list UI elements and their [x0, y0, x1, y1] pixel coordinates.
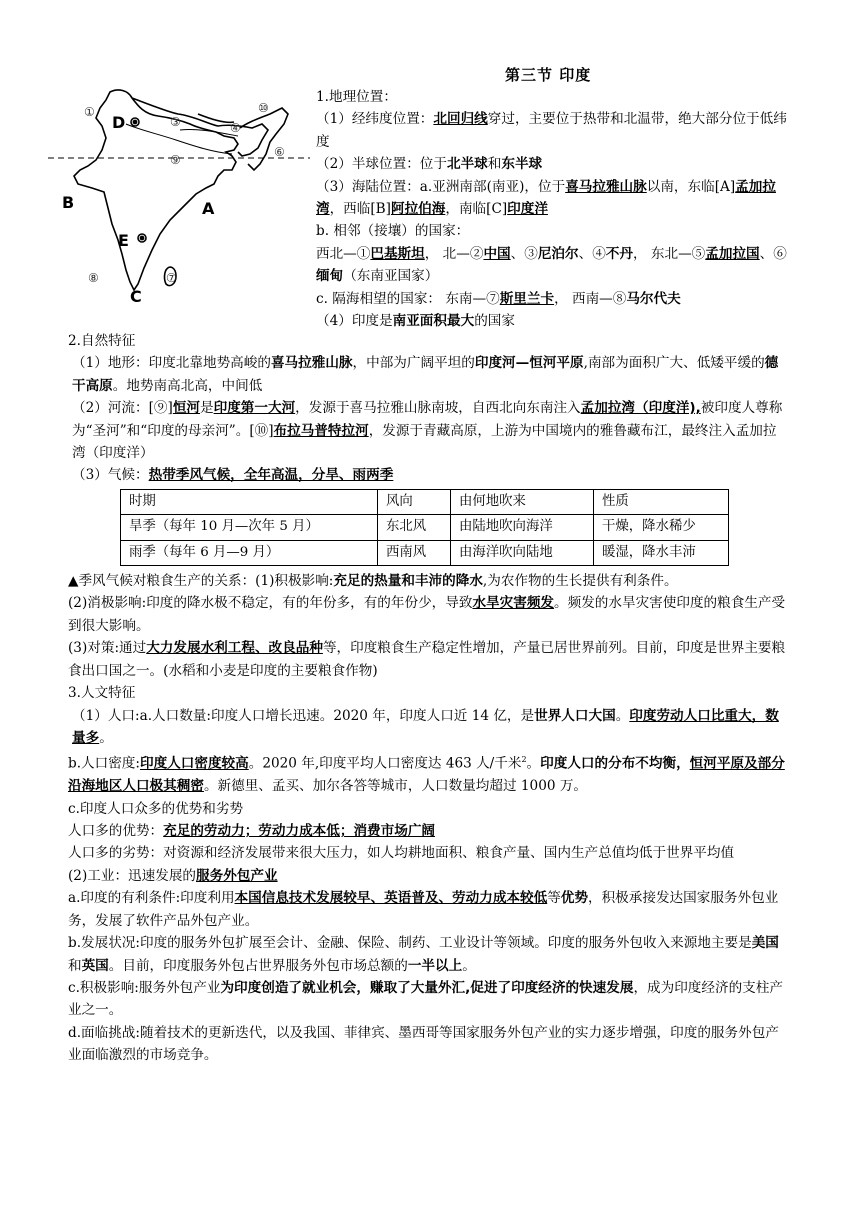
- section3-heading: 3.人文特征: [68, 685, 136, 702]
- map-label-4: ④: [230, 121, 241, 135]
- section2-heading: 2.自然特征: [68, 333, 136, 349]
- map-label-6: ⑥: [274, 145, 285, 159]
- map-label-b: B: [62, 193, 75, 212]
- monsoon-measures: (3)对策:通过大力发展水利工程、改良品种等，印度粮食生产稳定性增加，产量已居世界前列。目前，印度是世界主要粮食出口国之一。(水稻和小麦是印度的主要粮食作物): [68, 640, 786, 679]
- industry-challenges: d.面临挑战:随着技术的更新迭代，以及我国、菲律宾、墨西哥等国家服务外包产业的实力逐步增强，印度的服务外包产业面临激烈的市场竞争。: [68, 1024, 779, 1064]
- monsoon-positive: ▲季风气候对粮食生产的关系：(1)积极影响:充足的热量和丰沛的降水,为农作物的生长提供有利条件。: [68, 573, 678, 590]
- climate-line: （3）气候：热带季风气候，全年高温，分旱、雨两季: [72, 467, 394, 484]
- table-row: [121, 515, 729, 540]
- overseas-line: c. 隔海相望的国家： 东南—⑦斯里兰卡， 西南—⑧马尔代夫: [316, 290, 681, 307]
- pros-line: 人口多的优势：充足的劳动力；劳动力成本低；消费市场广阔: [68, 823, 436, 840]
- map-label-d: D: [112, 113, 126, 132]
- density-para: b.人口密度:印度人口密度较高。2020 年,印度平均人口密度达 463 人/千米$^2$。印度人口的分布不均衡，恒河平原及部分沿海地区人口极其稠密。新德里、孟买、加尔各答等城市，人口数量均超过 1000 万。: [68, 755, 785, 795]
- section-geography: [316, 86, 790, 332]
- table-cell: 东北风: [378, 515, 451, 540]
- river-para: （2）河流：[⑨]恒河是印度第一大河，发源于喜马拉雅山脉南坡，自西北向东南注入孟加拉湾（印度洋),被印度人尊称为“圣河”和“印度的母亲河”。[⑩]布拉马普特拉河，发源于青藏高原，上游为中国境内的雅鲁藏布江，最终注入孟加拉湾（印度洋）: [72, 400, 783, 462]
- neighbors-line: 西北—①巴基斯坦， 北—②中国、③尼泊尔、④不丹， 东北—⑤孟加拉国、⑥缅甸（东南亚国家）: [316, 245, 787, 285]
- map-label-7: ⑦: [166, 271, 177, 285]
- table-cell: 由海洋吹向陆地: [451, 540, 594, 565]
- map-label-e: E: [118, 231, 129, 250]
- monsoon-table: [120, 489, 729, 566]
- population-para: （1）人口:a.人口数量:印度人口增长迅速。2020 年，印度人口近 14 亿，是世界人口大国。印度劳动人口比重大，数量多。: [72, 707, 779, 746]
- neighbors-heading: b. 相邻（接壤）的国家：: [316, 223, 470, 240]
- table-header-row: [121, 489, 729, 514]
- map-label-8: ⑧: [88, 271, 99, 285]
- pros-cons-heading: c.印度人口众多的优势和劣势: [68, 800, 244, 817]
- table-row: [121, 540, 729, 565]
- map-label-1: ①: [84, 105, 95, 119]
- page-title: 第三节 印度: [505, 66, 592, 84]
- industry-advantages: a.印度的有利条件:印度利用本国信息技术发展较早、英语普及、劳动力成本较低等优势，积极承接发达国家服务外包业务，发展了软件产品外包产业。: [68, 890, 779, 929]
- table-header: 性质: [594, 489, 729, 514]
- area-line: （4）印度是南亚面积最大的国家: [316, 313, 515, 330]
- monsoon-negative: (2)消极影响:印度的降水极不稳定，有的年份多，有的年份少，导致水旱灾害频发。频发的水旱灾害使印度的粮食生产受到很大影响。: [68, 595, 786, 634]
- map-label-10: ⑩: [258, 101, 269, 115]
- hemisphere-line: （2）半球位置：位于北半球和东半球: [316, 156, 543, 173]
- sea-land-line: （3）海陆位置：a.亚洲南部(南亚)，位于喜马拉雅山脉以南，东临[A]孟加拉湾，西临[B]阿拉伯海，南临[C]印度洋: [316, 178, 776, 218]
- industry-heading: (2)工业：迅速发展的服务外包产业: [68, 867, 278, 884]
- table-cell: 西南风: [378, 540, 451, 565]
- cons-line: 人口多的劣势：对资源和经济发展带来很大压力，如人均耕地面积、粮食产量、国内生产总值均低于世界平均值: [68, 845, 735, 862]
- map-label-c: C: [130, 287, 142, 306]
- map-label-3: ③: [170, 115, 181, 129]
- table-header: 时期: [121, 489, 378, 514]
- table-header: 风向: [378, 489, 451, 514]
- industry-status: b.发展状况:印度的服务外包扩展至会计、金融、保险、制药、工业设计等领域。印度的服务外包收入来源地主要是美国和英国。目前，印度服务外包占世界服务外包市场总额的一半以上。: [68, 935, 779, 974]
- india-map: [48, 84, 310, 306]
- map-label-a: A: [202, 199, 215, 218]
- table-cell: 干燥，降水稀少: [594, 515, 729, 540]
- table-cell: 暖湿，降水丰沛: [594, 540, 729, 565]
- map-label-9: ⑨: [170, 153, 181, 167]
- table-cell: 由陆地吹向海洋: [451, 515, 594, 540]
- main-content: [68, 330, 790, 1067]
- section1-heading: 1.地理位置：: [316, 89, 397, 105]
- terrain-para: （1）地形：印度北靠地势高峻的喜马拉雅山脉，中部为广阔平坦的印度河—恒河平原,南部为面积广大、低矮平缓的德干高原。地势南高北高，中间低: [72, 355, 779, 394]
- lat-lon-line: （1）经纬度位置：北回归线穿过，主要位于热带和北温带，绝大部分位于低纬度: [316, 111, 787, 150]
- table-cell: 雨季（每年 6 月—9 月）: [121, 540, 378, 565]
- table-cell: 旱季（每年 10 月—次年 5 月）: [121, 515, 378, 540]
- table-header: 由何地吹来: [451, 489, 594, 514]
- industry-impact: c.积极影响:服务外包产业为印度创造了就业机会，赚取了大量外汇,促进了印度经济的快速发展，成为印度经济的支柱产业之一。: [68, 979, 783, 1019]
